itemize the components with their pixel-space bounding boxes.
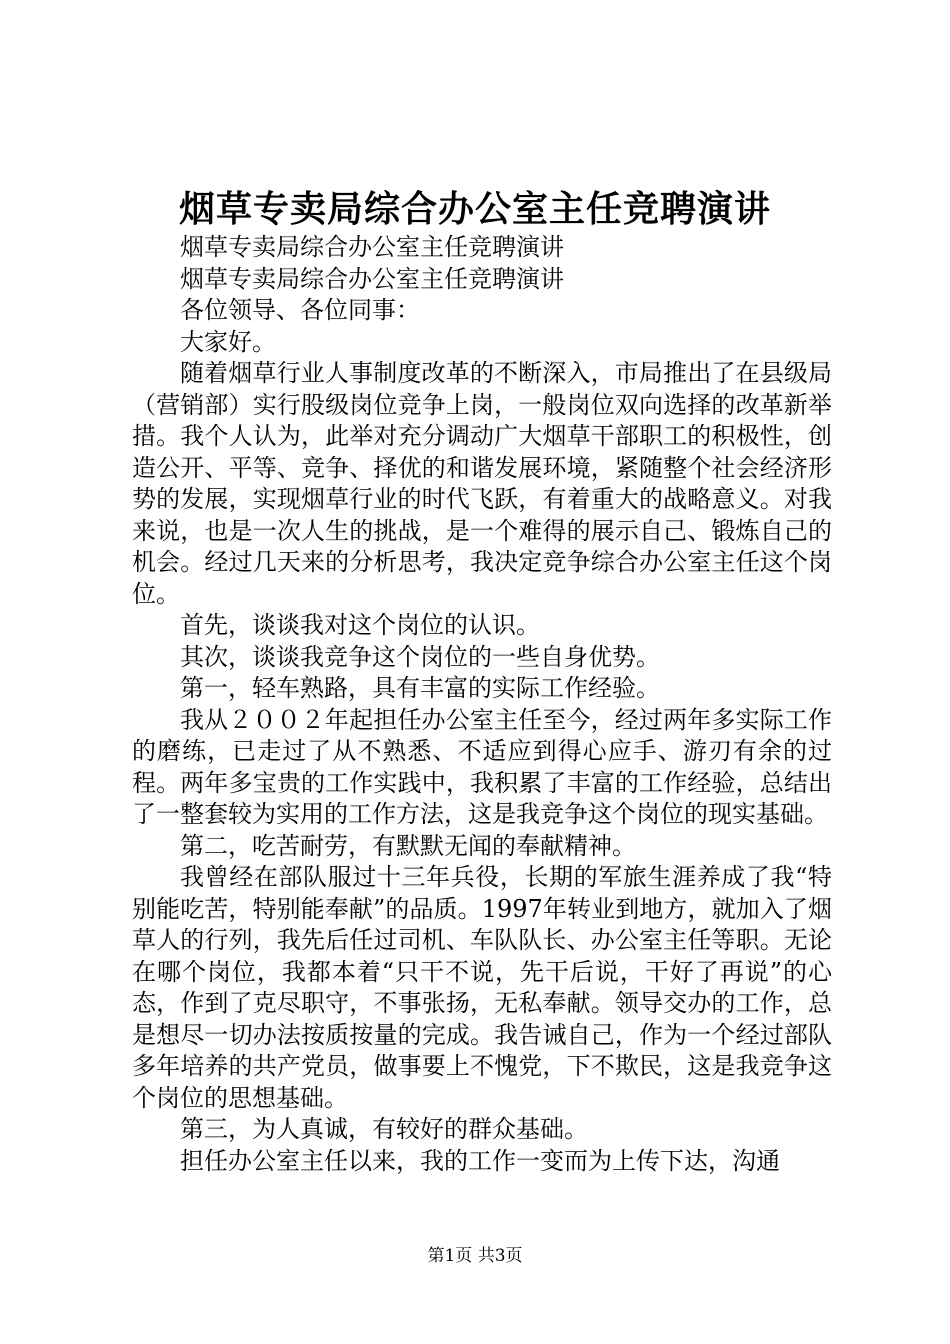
page-number-footer: 第1页 共3页 [427,1246,523,1266]
paragraph: 大家好。 [180,327,276,356]
document-title: 烟草专卖局综合办公室主任竞聘演讲 [178,188,771,230]
paragraph: 随着烟草行业人事制度改革的不断深入，市局推出了在县级局（营销部）实行股级岗位竞争上岗，一般岗位双向选择的改革新举措。我个人认为，此举对充分调动广大烟草干部职工的积极性，创造公开、平等、竞争、择优的和谐发展环境，紧随整个社会经济形势的发展，实现烟草行业的时代飞跃，有着重大的战略意义。对我来说，也是一次人生的挑战，是一个难得的展示自己、锻炼自己的机会。经过几天来的分析思考，我决定竞争综合办公室主任这个岗位。 [132,359,832,608]
document-body [132,232,832,1177]
paragraph: 我从２００２年起担任办公室主任至今，经过两年多实际工作的磨练，已走过了从不熟悉、不适应到得心应手、游刃有余的过程。两年多宝贵的工作实践中，我积累了丰富的工作经验，总结出了一整套较为实用的工作方法，这是我竞争这个岗位的现实基础。 [132,705,832,828]
paragraph: 首先，谈谈我对这个岗位的认识。 [180,611,540,639]
paragraph: 担任办公室主任以来，我的工作一变而为上传下达，沟通 [180,1146,780,1175]
paragraph: 第一，轻车熟路，具有丰富的实际工作经验。 [180,674,660,702]
paragraph: 第二，吃苦耐劳，有默默无闻的奉献精神。 [180,831,636,860]
paragraph: 烟草专卖局综合办公室主任竞聘演讲 [180,233,564,261]
paragraph: 第三，为人真诚，有较好的群众基础。 [180,1115,588,1143]
paragraph: 我曾经在部队服过十三年兵役，长期的军旅生涯养成了我“特别能吃苦，特别能奉献”的品质。1997年转业到地方，就加入了烟草人的行列，我先后任过司机、车队队长、办公室主任等职。无论在哪个岗位，我都本着“只干不说，先干后说，干好了再说”的心态，作到了克尽职守，不事张扬，无私奉献。领导交办的工作，总是想尽一切办法按质按量的完成。我告诫自己，作为一个经过部队多年培养的共产党员，做事要上不愧党，下不欺民，这是我竞争这个岗位的思想基础。 [132,863,832,1112]
paragraph: 烟草专卖局综合办公室主任竞聘演讲 [180,264,564,293]
paragraph: 其次，谈谈我竞争这个岗位的一些自身优势。 [180,642,660,671]
paragraph: 各位领导、各位同事： [180,296,420,324]
